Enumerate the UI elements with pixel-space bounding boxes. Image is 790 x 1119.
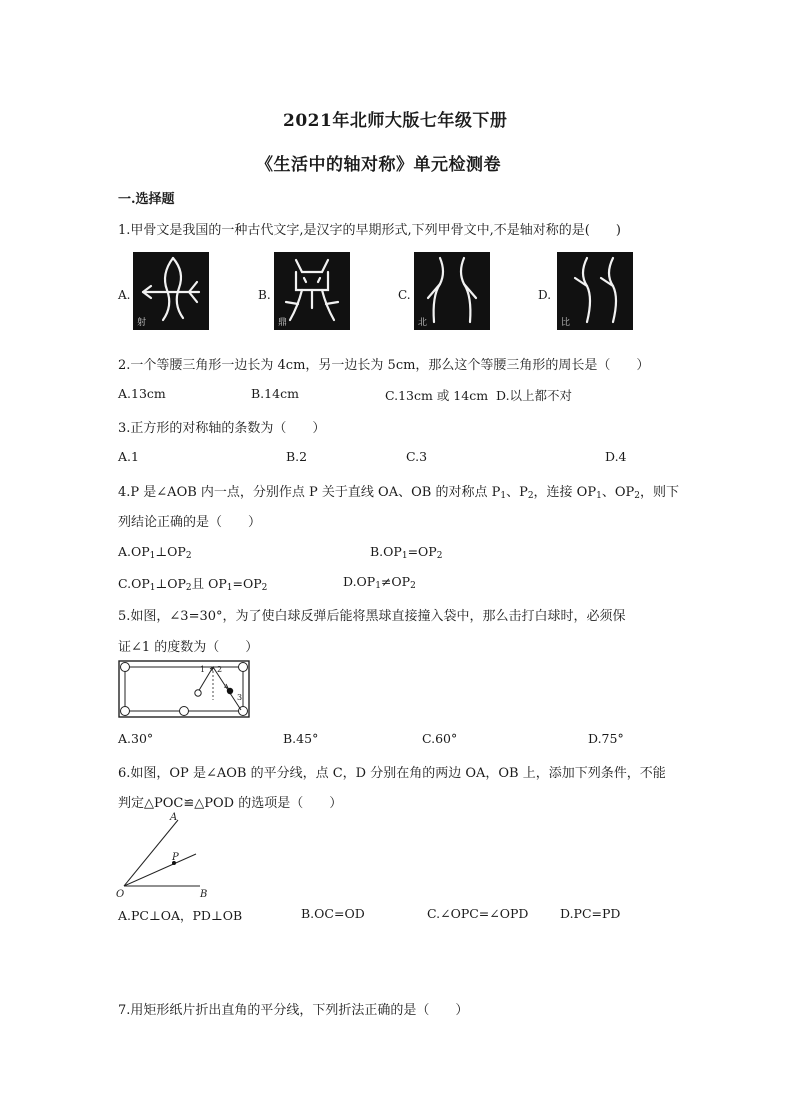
section-heading: 一.选择题 (118, 192, 175, 207)
q4-option-d: $D.OP_1\ne OP_2$ (343, 574, 416, 591)
oracle-glyph-bi (557, 252, 633, 330)
q1-option-c-label: C. (398, 288, 411, 302)
question-6-line-2: 判定△POC≌△POD 的选项是（ ） (118, 796, 343, 811)
q4-option-a: $A.OP_1\perp OP_2$ (118, 544, 192, 561)
q5-option-a: A.30° (118, 731, 154, 746)
glyph-caption-she: 射 (137, 318, 147, 328)
label-o: O (116, 889, 125, 900)
oracle-glyph-she (133, 252, 209, 330)
question-4-line-1: 4.P 是∠AOB 内一点，分别作点 P 关于直线 OA、OB 的对称点 $P_1$、$P_2$，连接 $OP_1$、$OP_2$，则下 (118, 485, 679, 501)
q4-option-b: $B.OP_1=OP_2$ (370, 544, 443, 561)
pocket-bottom-left-icon (121, 707, 130, 716)
oracle-glyph-bei (414, 252, 490, 330)
q1-option-b-label: B. (258, 288, 271, 302)
q6-option-b: B.OC=OD (301, 906, 365, 921)
q4-option-c: $C.OP_1\perp OP_2$且 $OP_1=OP_2$ (118, 576, 268, 593)
q5-option-c: C.60° (422, 731, 458, 746)
question-3-text: 3.正方形的对称轴的条数为（ ） (118, 421, 326, 436)
white-ball-icon (195, 690, 201, 696)
label-p: P (172, 852, 179, 863)
q2-option-c: C.13cm 或 14cm (385, 388, 489, 403)
question-5-line-2: 证∠1 的度数为（ ） (118, 640, 259, 655)
pocket-top-right-icon (239, 663, 248, 672)
question-1-text: 1.甲骨文是我国的一种古代文字,是汉字的早期形式,下列甲骨文中,不是轴对称的是( ) (118, 223, 621, 238)
angle-3-label: 3 (237, 693, 243, 702)
glyph-caption-bi: 比 (561, 318, 571, 328)
angle-1-label: 1 (200, 665, 206, 674)
black-ball-icon (227, 688, 233, 694)
ray-op (124, 854, 196, 886)
table-inner (125, 667, 243, 711)
question-5-line-1: 5.如图，∠3=30°，为了使白球反弹后能将黑球直接撞入袋中，那么击打白球时，必须保 (118, 609, 626, 624)
question-2-text: 2.一个等腰三角形一边长为 4cm，另一边长为 5cm，那么这个等腰三角形的周长是（ ） (118, 358, 650, 373)
question-6-line-1: 6.如图，OP 是∠AOB 的平分线，点 C，D 分别在角的两边 OA，OB 上，添加下列条件，不能 (118, 766, 666, 781)
oracle-glyph-ding (274, 252, 350, 330)
q6-option-d: D.PC=PD (560, 906, 621, 921)
q2-option-d: D.以上都不对 (496, 388, 573, 403)
pocket-bottom-middle-icon (180, 707, 189, 716)
q1-option-a-label: A. (118, 288, 131, 302)
ray-oa (124, 820, 178, 886)
q3-option-b: B.2 (286, 449, 308, 464)
angle-2-label: 2 (217, 665, 223, 674)
glyph-caption-ding: 鼎 (278, 318, 288, 328)
q2-option-a: A.13cm (118, 386, 166, 401)
glyph-caption-bei: 北 (418, 318, 428, 328)
doc-title: 2021年北师大版七年级下册 (283, 111, 508, 131)
q5-option-d: D.75° (588, 731, 624, 746)
label-a: A (170, 812, 178, 823)
label-b: B (200, 889, 208, 900)
pocket-top-left-icon (121, 663, 130, 672)
angle-bisector-figure (116, 808, 216, 906)
doc-subtitle: 《生活中的轴对称》单元检测卷 (256, 155, 501, 175)
q3-option-c: C.3 (406, 449, 428, 464)
question-7-text: 7.用矩形纸片折出直角的平分线，下列折法正确的是（ ） (118, 1003, 469, 1018)
billiard-figure (118, 660, 250, 722)
q3-option-d: D.4 (605, 449, 627, 464)
q3-option-a: A.1 (118, 449, 139, 464)
q1-option-d-label: D. (538, 288, 552, 302)
q5-option-b: B.45° (283, 731, 319, 746)
q2-option-b: B.14cm (251, 386, 299, 401)
q6-option-a: A.PC⊥OA，PD⊥OB (118, 908, 243, 923)
question-4-line-2: 列结论正确的是（ ） (118, 515, 262, 530)
q6-option-c: C.∠OPC=∠OPD (427, 906, 529, 921)
